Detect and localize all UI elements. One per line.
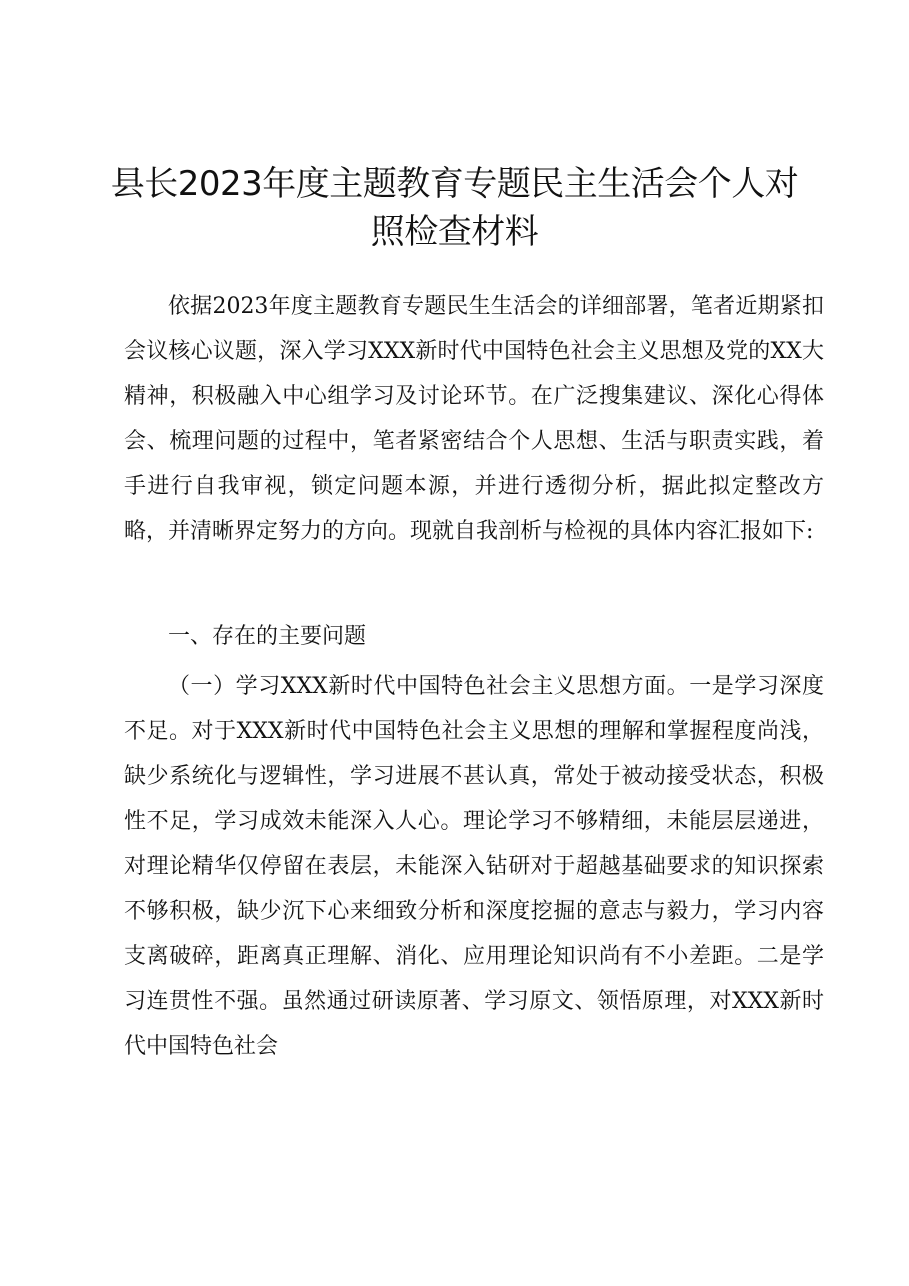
document-title: 县长2023年度主题教育专题民主生活会个人对照检查材料: [110, 164, 799, 252]
body-paragraph: （一）学习XXX新时代中国特色社会主义思想方面。一是学习深度不足。对于XXX新时代中国特色社会主义思想的理解和掌握程度尚浅，缺少系统化与逻辑性，学习进展不甚认真，常处于被动接受状态，积极性不足，学习成效未能深入人心。理论学习不够精细，未能层层递进，对理论精华仅停留在表层，未能深入钻研对于超越基础要求的知识探索不够积极，缺少沉下心来细致分析和深度挖掘的意志与毅力，学习内容支离破碎，距离真正理解、消化、应用理论知识尚有不小差距。二是学习连贯性不强。虽然通过研读原著、学习原文、领悟原理，对XXX新时代中国特色社会: [124, 674, 824, 1059]
intro-paragraph: 依据2023年度主题教育专题民生生活会的详细部署，笔者近期紧扣会议核心议题，深入学习XXX新时代中国特色社会主义思想及党的XX大精神，积极融入中心组学习及讨论环节。在广泛搜集建议、深化心得体会、梳理问题的过程中，笔者紧密结合个人思想、生活与职责实践，着手进行自我审视，锁定问题本源，并进行透彻分析，据此拟定整改方略，并清晰界定努力的方向。现就自我剖析与检视的具体内容汇报如下:: [124, 294, 824, 544]
section-heading: 一、存在的主要问题: [168, 624, 367, 649]
